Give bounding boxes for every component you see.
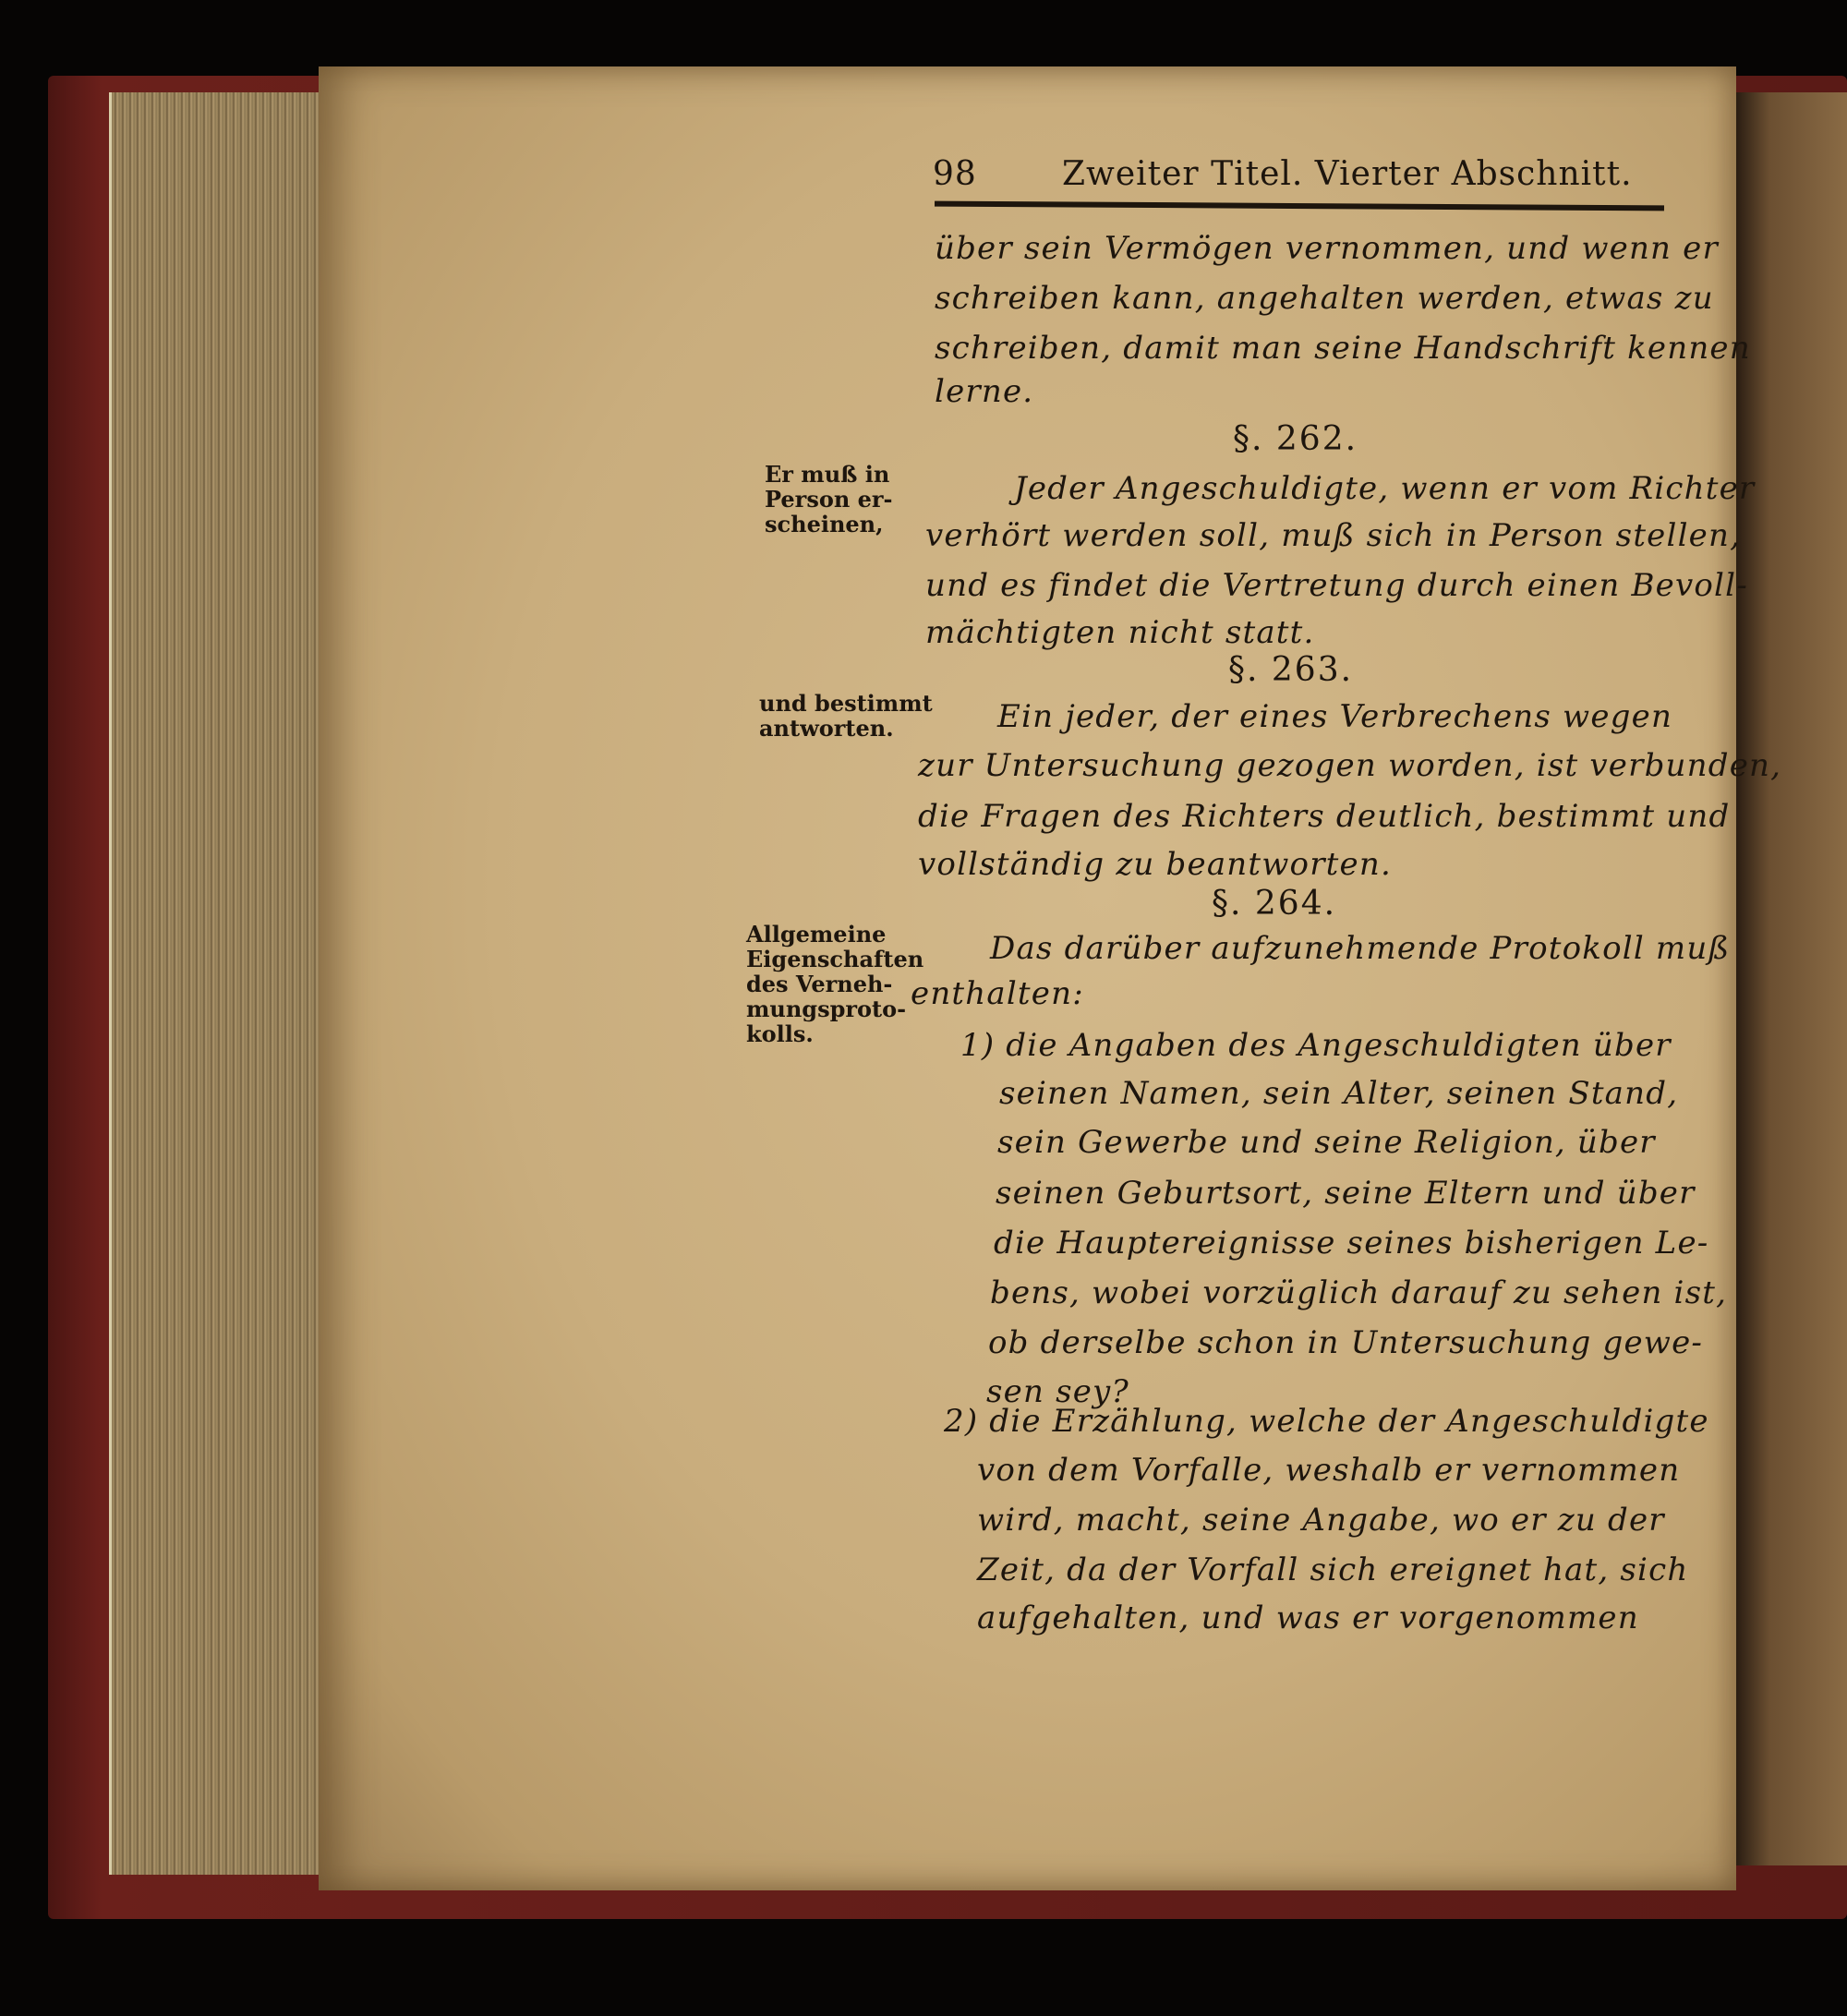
list-item-line: sen sey?	[986, 1373, 1129, 1410]
list-item-line: seinen Geburtsort, seine Eltern und über	[996, 1175, 1696, 1212]
text-line: verhört werden soll, muß sich in Person stellen,	[925, 517, 1742, 554]
list-item-line: Zeit, da der Vorfall sich ereignet hat, sich	[977, 1551, 1689, 1588]
section-heading: §. 263.	[1228, 651, 1354, 689]
margin-note-line: Person er-	[765, 486, 893, 513]
text-line: mächtigten nicht statt.	[925, 614, 1315, 651]
text-line: schreiben kann, angehalten werden, etwas zu	[935, 280, 1714, 317]
margin-note-line: antworten.	[759, 715, 894, 742]
margin-note-line: und bestimmt	[759, 690, 933, 717]
running-title: Zweiter Titel. Vierter Abschnitt.	[1062, 155, 1633, 193]
text-line: Jeder Angeschuldigte, wenn er vom Richter	[1014, 470, 1756, 507]
list-item-line: aufgehalten, und was er vorgenommen	[977, 1600, 1639, 1636]
facing-page-edge	[1736, 92, 1847, 1865]
text-line: und es findet die Vertretung durch einen Bevoll-	[925, 567, 1748, 604]
text-line: die Fragen des Richters deutlich, bestimmt und	[918, 798, 1731, 835]
margin-note-line: Er muß in	[765, 461, 890, 488]
margin-note-line: kolls.	[746, 1020, 814, 1047]
page-number: 98	[933, 155, 977, 193]
list-item-line: wird, macht, seine Angabe, wo er zu der	[977, 1502, 1665, 1539]
list-item-line: von dem Vorfalle, weshalb er vernommen	[977, 1452, 1681, 1489]
list-item-line: ob derselbe schon in Untersuchung gewe-	[988, 1324, 1704, 1361]
list-item-line: die Hauptereignisse seines bisherigen Le-	[994, 1225, 1709, 1262]
text-line: Das darüber aufzunehmende Protokoll muß	[990, 930, 1731, 967]
margin-note-line: mungsproto-	[746, 996, 907, 1022]
text-line: über sein Vermögen vernommen, und wenn er	[935, 230, 1719, 267]
section-heading: §. 264.	[1212, 885, 1337, 923]
text-line: vollständig zu beantworten.	[918, 846, 1392, 883]
text-line: Ein jeder, der eines Verbrechens wegen	[997, 698, 1673, 735]
running-header	[933, 155, 1672, 203]
text-line: enthalten:	[911, 975, 1084, 1012]
list-item-line: bens, wobei vorzüglich darauf zu sehen ist,	[990, 1274, 1728, 1311]
list-item-line: sein Gewerbe und seine Religion, über	[997, 1124, 1656, 1161]
margin-note-line: Allgemeine	[746, 921, 887, 948]
section-heading: §. 262.	[1233, 420, 1358, 458]
list-item-line: 2) die Erzählung, welche der Angeschuldigte	[944, 1403, 1709, 1440]
text-line: lerne.	[935, 373, 1034, 410]
list-item-line: seinen Namen, sein Alter, seinen Stand,	[999, 1075, 1679, 1112]
page-stack-edge	[109, 92, 333, 1875]
text-line: schreiben, damit man seine Handschrift kennen	[935, 330, 1751, 367]
list-item-line: 1) die Angaben des Angeschuldigten über	[960, 1027, 1672, 1064]
text-line: zur Untersuchung gezogen worden, ist verbunden,	[918, 747, 1782, 784]
margin-note-line: Eigenschaften	[746, 946, 924, 972]
margin-note-line: des Verneh-	[746, 971, 893, 997]
margin-note-line: scheinen,	[765, 511, 884, 537]
